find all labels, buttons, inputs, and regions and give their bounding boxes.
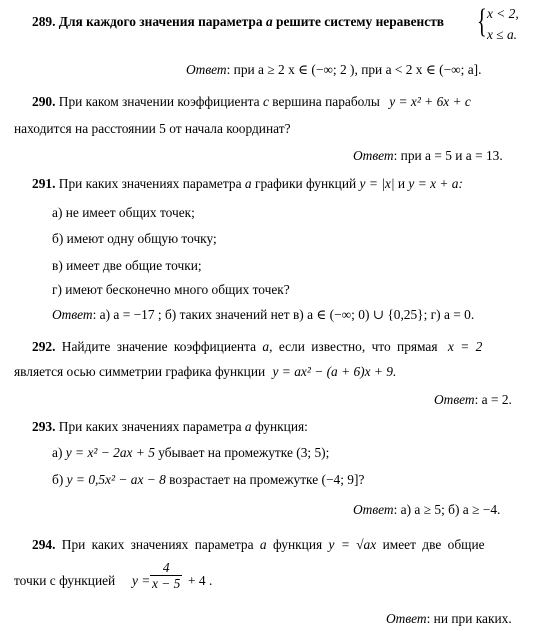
problem-293-part-a (52, 445, 329, 461)
problem-text: точки с функцией (14, 573, 116, 588)
problem-294-line2 (14, 573, 115, 589)
answer-label: Ответ (353, 148, 394, 163)
conjunction: и (397, 176, 406, 191)
answer-291 (52, 307, 474, 323)
problem-text: Найдите значение коэффициента (61, 339, 257, 354)
problem-text: решите систему неравенств (276, 14, 445, 29)
option-item: б) имеют одну общую точку; (52, 231, 217, 246)
fraction-numerator: 4 (150, 561, 182, 576)
answer-label: Ответ (353, 502, 394, 517)
problem-text: убывает на промежутке (158, 445, 293, 460)
problem-text: При каких значениях параметра (58, 419, 242, 434)
part-label: б) (52, 472, 64, 487)
function-formula: y = |x| (359, 176, 395, 191)
parameter-name: a (259, 537, 267, 552)
function-formula: y = 0,5x² − ax − 8 (66, 472, 166, 487)
problem-text: находится на расстоянии 5 от начала координат? (14, 121, 291, 136)
answer-text: : a = 2. (474, 392, 512, 407)
function-formula: y = x + a: (408, 176, 463, 191)
fraction-denominator: x − 5 (152, 576, 181, 591)
problem-290-line2 (14, 121, 291, 137)
problem-text: функция (272, 537, 323, 552)
problem-text: Для каждого значения параметра (58, 14, 263, 29)
parabola-formula: y = x² + 6x + c (389, 94, 471, 109)
problem-text: имеет две общие (382, 537, 485, 552)
problem-293-line (32, 419, 308, 435)
problem-text: графики функций (254, 176, 357, 191)
fraction-left: y = (132, 573, 151, 588)
problem-291-line (32, 176, 463, 192)
problem-294-line (32, 537, 485, 553)
answer-text: : при a = 5 и a = 13. (393, 148, 503, 163)
inequality-system (477, 3, 537, 44)
problem-293-part-b (52, 472, 364, 488)
function-formula: y = x² − 2ax + 5 (65, 445, 155, 460)
problem-number: 292. (32, 339, 56, 354)
answer-text: : ни при каких. (426, 611, 512, 626)
problem-text: При каком значении коэффициента (58, 94, 260, 109)
problem-number: 289. (32, 14, 56, 29)
option-item: г) имеют бесконечно много общих точек? (52, 282, 290, 297)
system-line: x < 2, (487, 6, 519, 21)
answer-289 (186, 62, 481, 78)
answer-text: : а) a = −17 ; б) таких значений нет в) a ∈ (−∞; 0) ∪ {0,25}; г) a = 0. (92, 307, 475, 322)
parameter-name: a, (262, 339, 273, 354)
parameter-name: a (265, 14, 273, 29)
answer-label: Ответ (186, 62, 227, 77)
answer-text: : при a ≥ 2 x ∈ (−∞; 2 ), при a < 2 x ∈ (−∞; a]. (226, 62, 482, 77)
problem-text: возрастает на промежутке (169, 472, 319, 487)
problem-number: 291. (32, 176, 56, 191)
problem-290-line (32, 94, 471, 110)
problem-289-line (32, 14, 444, 30)
system-brace: { (477, 3, 487, 40)
problem-text: При каких значениях параметра (58, 176, 242, 191)
answer-label: Ответ (386, 611, 427, 626)
problem-number: 293. (32, 419, 56, 434)
option-item: а) не имеет общих точек; (52, 205, 195, 220)
fraction (150, 561, 182, 591)
interval: (−4; 9]? (321, 472, 365, 487)
problem-text: если известно, что прямая (278, 339, 438, 354)
parameter-name: a (244, 419, 252, 434)
answer-label: Ответ (434, 392, 475, 407)
answer-294 (386, 611, 512, 627)
problem-number: 290. (32, 94, 56, 109)
problem-text: является осью симметрии графика функции (14, 364, 266, 379)
coefficient-name: c (262, 94, 269, 109)
interval: (3; 5); (296, 445, 330, 460)
answer-292 (434, 392, 512, 408)
line-equation: x = 2 (447, 339, 483, 354)
answer-text: : а) a ≥ 5; б) a ≥ −4. (393, 502, 501, 517)
system-line: x ≤ a. (487, 27, 518, 42)
answer-label: Ответ (52, 307, 93, 322)
answer-293 (353, 502, 500, 518)
problem-292-line (32, 339, 482, 355)
function-formula: y = √ax (328, 537, 377, 552)
problem-text: функция: (254, 419, 308, 434)
problem-text: вершина параболы (272, 94, 380, 109)
option-item: в) имеет две общие точки; (52, 258, 202, 273)
problem-text: При каких значениях параметра (61, 537, 254, 552)
part-label: а) (52, 445, 63, 460)
fraction-right: + 4 . (188, 573, 213, 588)
function-formula: y = ax² − (a + 6)x + 9. (272, 364, 397, 379)
problem-number: 294. (32, 537, 56, 552)
problem-292-line2 (14, 364, 396, 380)
answer-290 (353, 148, 503, 164)
parameter-name: a (244, 176, 252, 191)
